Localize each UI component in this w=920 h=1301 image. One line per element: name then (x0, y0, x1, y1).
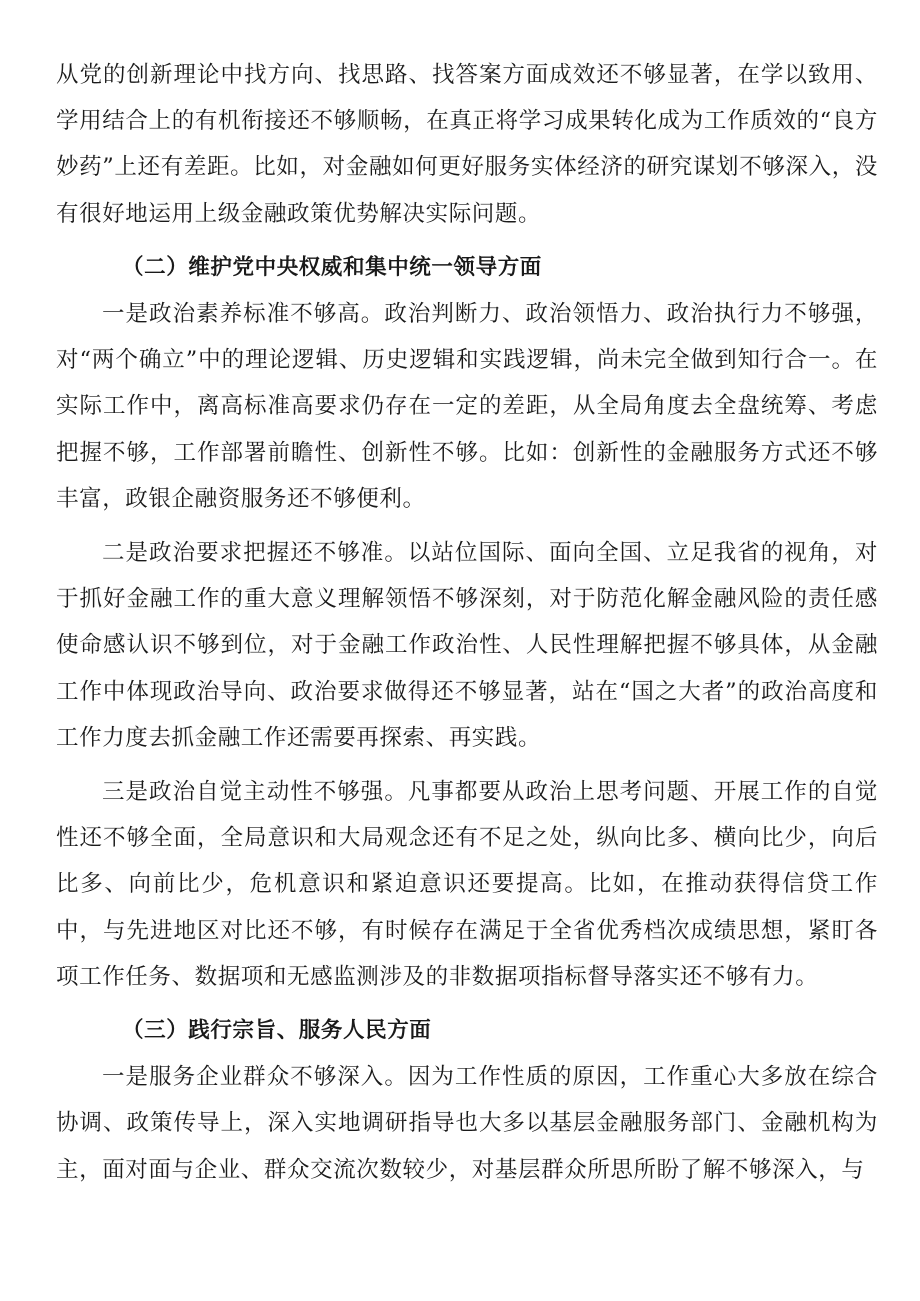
document-body (56, 52, 878, 1193)
paragraph-political-initiative: 三是政治自觉主动性不够强。凡事都要从政治上思考问题、开展工作的自觉性还不够全面，全局意识和大局观念还有不足之处，纵向比多、横向比少，向后比多、向前比少，危机意识和紧迫意识还要提高。比如，在推动获得信贷工作中，与先进地区对比还不够，有时候存在满足于全省优秀档次成绩思想，紧盯各项工作任务、数据项和无感监测涉及的非数据项指标督导落实还不够有力。 (56, 779, 878, 990)
section-heading-2: （二）维护党中央权威和集中统一领导方面 (122, 254, 542, 280)
section-heading-3: （三）践行宗旨、服务人民方面 (122, 1018, 432, 1044)
paragraph-intro: 从党的创新理论中找方向、找思路、找答案方面成效还不够显著，在学以致用、学用结合上的有机衔接还不够顺畅，在真正将学习成果转化成为工作质效的“良方妙药”上还有差距。比如，对金融如何更好服务实体经济的研究谋划不够深入，没有很好地运用上级金融政策优势解决实际问题。 (56, 62, 878, 227)
paragraph-political-requirements: 二是政治要求把握还不够准。以站位国际、面向全国、立足我省的视角，对于抓好金融工作的重大意义理解领悟不够深刻，对于防范化解金融风险的责任感使命感认识不够到位，对于金融工作政治性、人民性理解把握不够具体，从金融工作中体现政治导向、政治要求做得还不够显著，站在“国之大者”的政治高度和工作力度去抓金融工作还需要再探索、再实践。 (56, 540, 878, 751)
paragraph-serving-people: 一是服务企业群众不够深入。因为工作性质的原因，工作重心大多放在综合协调、政策传导上，深入实地调研指导也大多以基层金融服务部门、金融机构为主，面对面与企业、群众交流次数较少，对基层群众所思所盼了解不够深入，与 (56, 1064, 878, 1183)
paragraph-political-literacy: 一是政治素养标准不够高。政治判断力、政治领悟力、政治执行力不够强，对“两个确立”中的理论逻辑、历史逻辑和实践逻辑，尚未完全做到知行合一。在实际工作中，离高标准高要求仍存在一定的差距，从全局角度去全盘统筹、考虑把握不够，工作部署前瞻性、创新性不够。比如：创新性的金融服务方式还不够丰富，政银企融资服务还不够便利。 (56, 301, 878, 512)
